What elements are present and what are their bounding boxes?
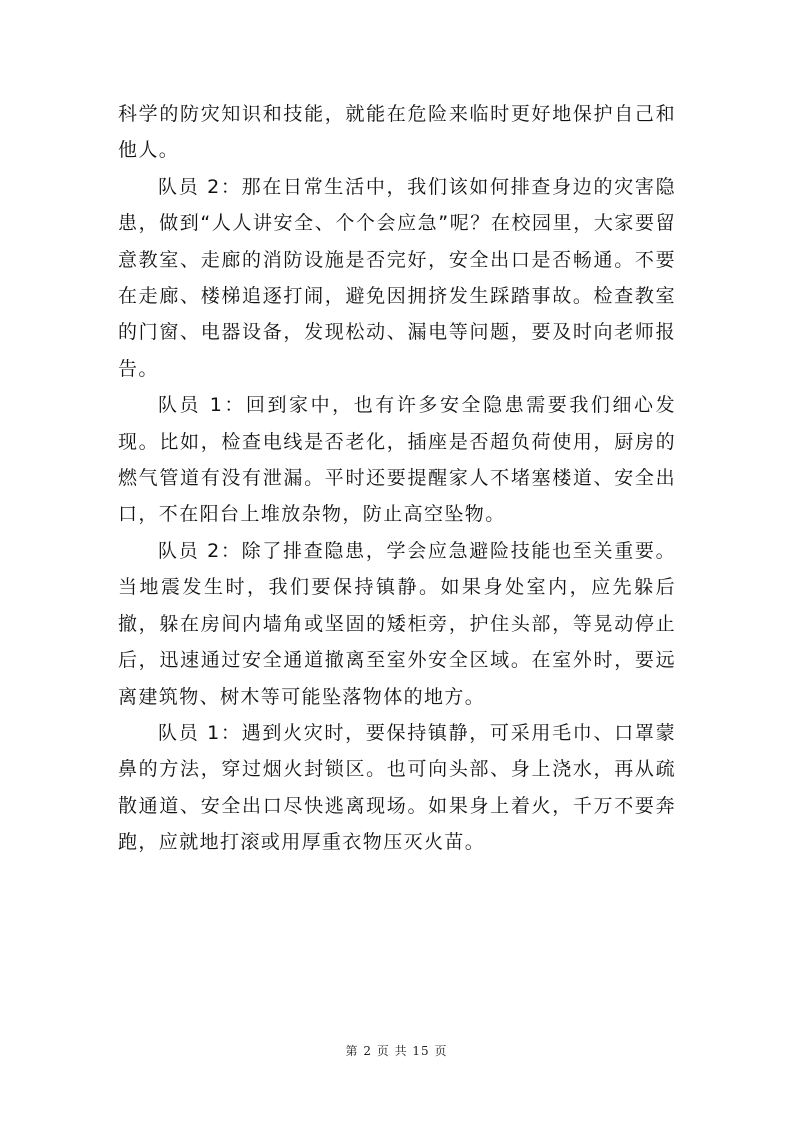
page-number-footer: 第 2 页 共 15 页	[345, 1044, 448, 1058]
paragraph-member2-earthquake: 队员 2：除了排查隐患，学会应急避险技能也至关重要。当地震发生时，我们要保持镇静。如果身处室内，应先躲后撤，躲在房间内墙角或坚固的矮柜旁，护住头部，等晃动停止后，迅速通过安全通道撤离至室外安全区域。在室外时，要远离建筑物、树木等可能坠落物体的地方。	[118, 539, 676, 708]
paragraph-intro-continuation: 科学的防灾知识和技能，就能在危险来临时更好地保护自己和他人。	[118, 103, 676, 162]
document-body	[118, 96, 676, 861]
paragraph-member1-fire: 队员 1：遇到火灾时，要保持镇静，可采用毛巾、口罩蒙鼻的方法，穿过烟火封锁区。也可向头部、身上浇水，再从疏散通道、安全出口尽快逃离现场。如果身上着火，千万不要奔跑，应就地打滚或用厚重衣物压灭火苗。	[118, 721, 676, 854]
paragraph-member1-home-safety: 队员 1：回到家中，也有许多安全隐患需要我们细心发现。比如，检查电线是否老化，插座是否超负荷使用，厨房的燃气管道有没有泄漏。平时还要提醒家人不堵塞楼道、安全出口，不在阳台上堆放杂物，防止高空坠物。	[118, 394, 676, 526]
paragraph-member2-hazard-check: 队员 2：那在日常生活中，我们该如何排查身边的灾害隐患，做到“人人讲安全、个个会应急”呢？在校园里，大家要留意教室、走廊的消防设施是否完好，安全出口是否畅通。不要在走廊、楼梯追逐打闹，避免因拥挤发生踩踏事故。检查教室的门窗、电器设备，发现松动、漏电等问题，要及时向老师报告。	[118, 175, 676, 380]
